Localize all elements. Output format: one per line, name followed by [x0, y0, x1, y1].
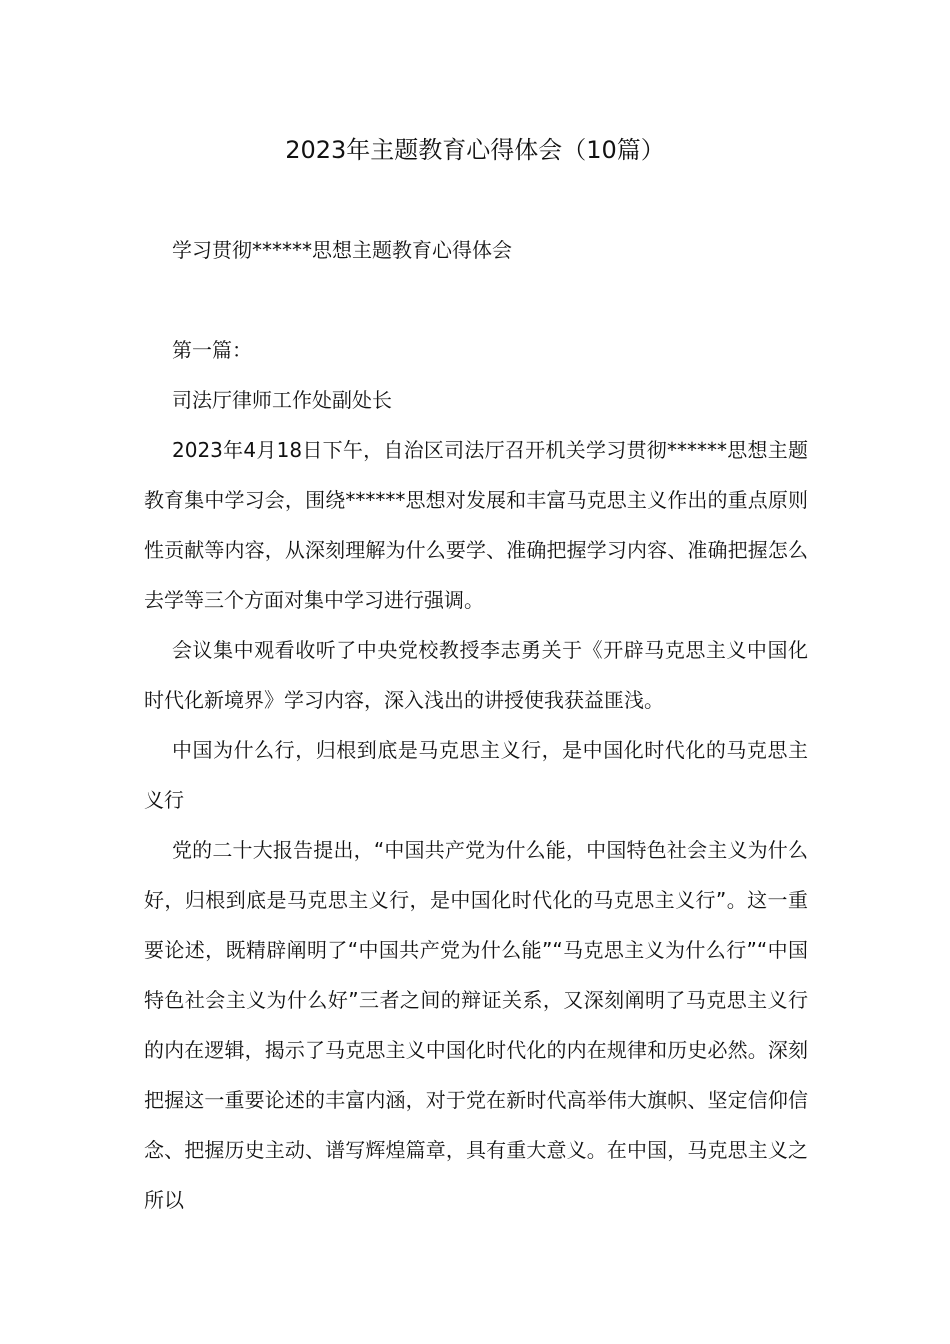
document-body	[144, 425, 808, 1225]
author-line: 司法厅律师工作处副处长	[172, 388, 392, 412]
body-paragraph: 党的二十大报告提出，“中国共产党为什么能，中国特色社会主义为什么好，归根到底是马克思主义行，是中国化时代化的马克思主义行”。这一重要论述，既精辟阐明了“中国共产党为什么能”“马克思主义为什么行”“中国特色社会主义为什么好”三者之间的辩证关系，又深刻阐明了马克思主义行的内在逻辑，揭示了马克思主义中国化时代化的内在规律和历史必然。深刻把握这一重要论述的丰富内涵，对于党在新时代高举伟大旗帜、坚定信仰信念、把握历史主动、谱写辉煌篇章，具有重大意义。在中国，马克思主义之所以	[144, 838, 808, 1212]
document-subtitle: 学习贯彻******思想主题教育心得体会	[172, 238, 512, 262]
body-paragraph: 会议集中观看收听了中央党校教授李志勇关于《开辟马克思主义中国化时代化新境界》学习内容，深入浅出的讲授使我获益匪浅。	[144, 638, 808, 712]
body-paragraph: 2023年4月18日下午，自治区司法厅召开机关学习贯彻******思想主题教育集中学习会，围绕******思想对发展和丰富马克思主义作出的重点原则性贡献等内容，从深刻理解为什么要学、准确把握学习内容、准确把握怎么去学等三个方面对集中学习进行强调。	[144, 438, 808, 612]
section-label: 第一篇：	[172, 338, 252, 362]
body-paragraph: 中国为什么行，归根到底是马克思主义行，是中国化时代化的马克思主义行	[144, 738, 808, 812]
document-title: 2023年主题教育心得体会（10篇）	[285, 136, 665, 164]
